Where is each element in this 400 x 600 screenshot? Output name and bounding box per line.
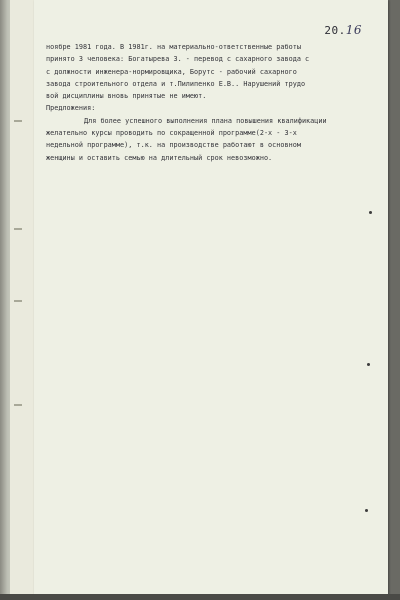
section-heading: Предложения:	[46, 104, 96, 113]
text-line: принято 3 человека: Богатырева З. - перевод с сахарного завода с	[46, 55, 310, 64]
underlying-sheet	[10, 0, 37, 600]
punch-mark	[365, 509, 368, 512]
text-line: завода строительного отдела и т.Пилипенко Е.В.. Нарушений трудо	[46, 79, 306, 88]
scan-border	[0, 594, 400, 600]
punch-mark	[369, 211, 372, 214]
page-number-typed: 20.	[324, 24, 346, 37]
text-line: Для более успешного выполнения плана повышения квалификации	[84, 116, 327, 125]
page-number	[324, 23, 362, 37]
sheet-mark	[14, 404, 22, 406]
text-line: ноябре 1981 года. В 1981г. на материально-ответственные работы	[46, 43, 301, 51]
document-body	[46, 41, 384, 164]
text-line: вой дисциплины вновь принятые не имеют.	[46, 92, 207, 101]
sheet-mark	[14, 120, 22, 122]
sheet-mark	[14, 300, 22, 302]
page-number-handwritten: 16	[345, 23, 362, 37]
punch-mark	[367, 363, 370, 366]
text-line: с должности инженера-нормировщика, Борутс - рабочий сахарного	[46, 67, 297, 76]
text-line: недельной программе), т.к. на производстве работают в основном	[46, 141, 301, 150]
text-line: желательно курсы проводить по сокращенной программе(2-х - 3-х	[46, 129, 297, 138]
sheet-mark	[14, 228, 22, 230]
text-line: женщины и оставить семью на длительный срок невозможно.	[46, 153, 273, 162]
document-page	[34, 0, 388, 598]
